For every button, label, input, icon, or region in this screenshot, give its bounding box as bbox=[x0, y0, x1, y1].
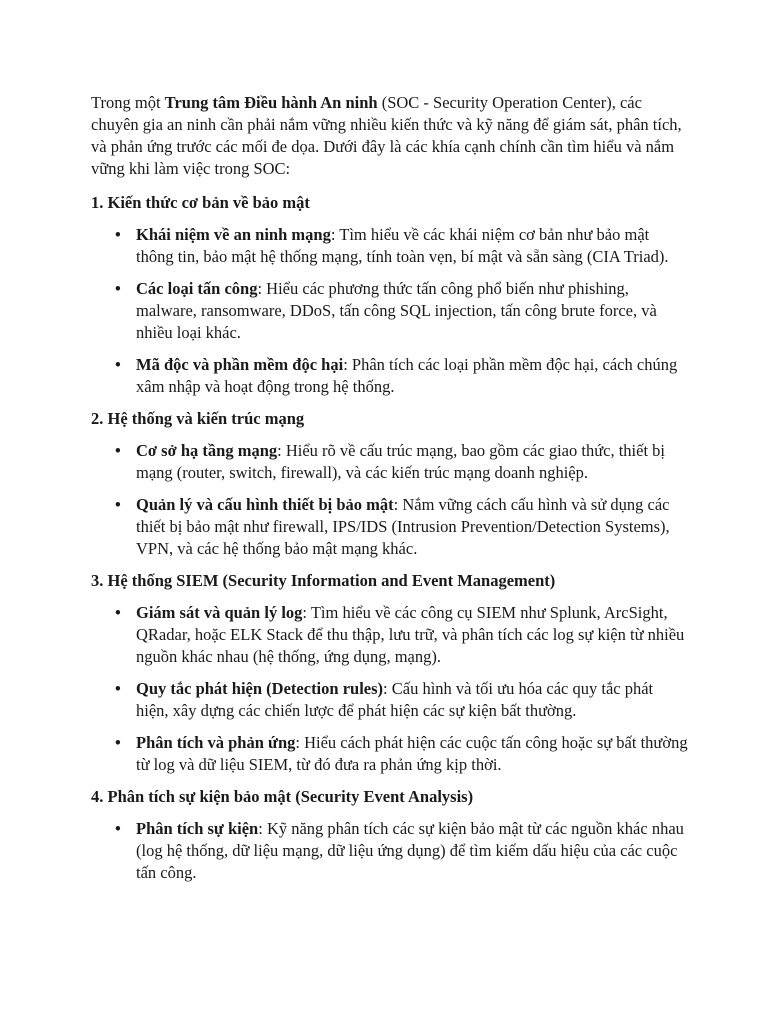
item-term: Khái niệm về an ninh mạng bbox=[136, 225, 331, 244]
item-term: Giám sát và quản lý log bbox=[136, 603, 303, 622]
intro-text-after: (SOC - Security Operation Center), các chuyên gia an ninh cần phải nắm vững nhiều kiến thức và kỹ năng để giám sát, phân tích, và phản ứng trước các mối đe dọa. Dưới đây là các khía cạnh chính cần tìm hiểu và nắm vững khi làm việc trong SOC: bbox=[91, 93, 682, 178]
section-heading-1: 1. Kiến thức cơ bản về bảo mật bbox=[91, 193, 310, 212]
section-heading-3: 3. Hệ thống SIEM (Security Information and Event Management) bbox=[91, 571, 556, 590]
item-desc: : Hiểu rõ về cấu trúc mạng, bao gồm các giao thức, thiết bị mạng (router, switch, firewall), và các kiến trúc mạng doanh nghiệp. bbox=[136, 441, 665, 482]
item-term: Mã độc và phần mềm độc hại bbox=[136, 355, 344, 374]
section-heading-2: 2. Hệ thống và kiến trúc mạng bbox=[91, 409, 305, 428]
bullet-icon: • bbox=[115, 819, 121, 838]
item-term: Phân tích và phản ứng bbox=[136, 733, 296, 752]
bullet-icon: • bbox=[115, 679, 121, 698]
item-desc: : Tìm hiểu về các khái niệm cơ bản như bảo mật thông tin, bảo mật hệ thống mạng, tính toàn vẹn, bí mật và sẵn sàng (CIA Triad). bbox=[136, 225, 669, 266]
list-item bbox=[115, 818, 688, 884]
section-2-list bbox=[91, 440, 688, 560]
item-term: Quản lý và cấu hình thiết bị bảo mật bbox=[136, 495, 394, 514]
list-item bbox=[115, 602, 688, 668]
intro-text-before: Trong một bbox=[91, 93, 165, 112]
item-desc: : Hiểu các phương thức tấn công phổ biến như phishing, malware, ransomware, DDoS, tấn công SQL injection, tấn công brute force, và nhiều loại khác. bbox=[136, 279, 657, 342]
item-term: Quy tắc phát hiện (Detection rules) bbox=[136, 679, 384, 698]
bullet-icon: • bbox=[115, 279, 121, 298]
item-term: Các loại tấn công bbox=[136, 279, 258, 298]
item-desc: : Hiểu cách phát hiện các cuộc tấn công hoặc sự bất thường từ log và dữ liệu SIEM, từ đó đưa ra phản ứng kịp thời. bbox=[136, 733, 688, 774]
intro-bold-term: Trung tâm Điều hành An ninh bbox=[164, 93, 378, 112]
section-3-list bbox=[91, 602, 688, 776]
item-desc: : Kỹ năng phân tích các sự kiện bảo mật từ các nguồn khác nhau (log hệ thống, dữ liệu mạng, dữ liệu ứng dụng) để tìm kiếm dấu hiệu của các cuộc tấn công. bbox=[136, 819, 684, 882]
list-item bbox=[115, 494, 688, 560]
bullet-icon: • bbox=[115, 603, 121, 622]
item-desc: : Phân tích các loại phần mềm độc hại, cách chúng xâm nhập và hoạt động trong hệ thống. bbox=[136, 355, 678, 396]
bullet-icon: • bbox=[115, 441, 121, 460]
item-term: Cơ sở hạ tầng mạng bbox=[136, 441, 278, 460]
section-heading-4: 4. Phân tích sự kiện bảo mật (Security Event Analysis) bbox=[91, 787, 474, 806]
list-item bbox=[115, 278, 688, 344]
list-item bbox=[115, 678, 688, 722]
item-desc: : Nắm vững cách cấu hình và sử dụng các thiết bị bảo mật như firewall, IPS/IDS (Intrusion Prevention/Detection Systems), VPN, và các hệ thống bảo mật mạng khác. bbox=[136, 495, 670, 558]
list-item bbox=[115, 732, 688, 776]
bullet-icon: • bbox=[115, 733, 121, 752]
section-4-list bbox=[91, 818, 688, 884]
intro-paragraph bbox=[91, 92, 688, 180]
list-item bbox=[115, 354, 688, 398]
item-desc: : Tìm hiểu về các công cụ SIEM như Splunk, ArcSight, QRadar, hoặc ELK Stack để thu thập, lưu trữ, và phân tích các log sự kiện từ nhiều nguồn khác nhau (hệ thống, ứng dụng, mạng). bbox=[136, 603, 685, 666]
item-desc: : Cấu hình và tối ưu hóa các quy tắc phát hiện, xây dựng các chiến lược để phát hiện các sự kiện bất thường. bbox=[136, 679, 654, 720]
bullet-icon: • bbox=[115, 225, 121, 244]
list-item bbox=[115, 224, 688, 268]
bullet-icon: • bbox=[115, 495, 121, 514]
list-item bbox=[115, 440, 688, 484]
bullet-icon: • bbox=[115, 355, 121, 374]
item-term: Phân tích sự kiện bbox=[136, 819, 259, 838]
section-1-list bbox=[91, 224, 688, 398]
